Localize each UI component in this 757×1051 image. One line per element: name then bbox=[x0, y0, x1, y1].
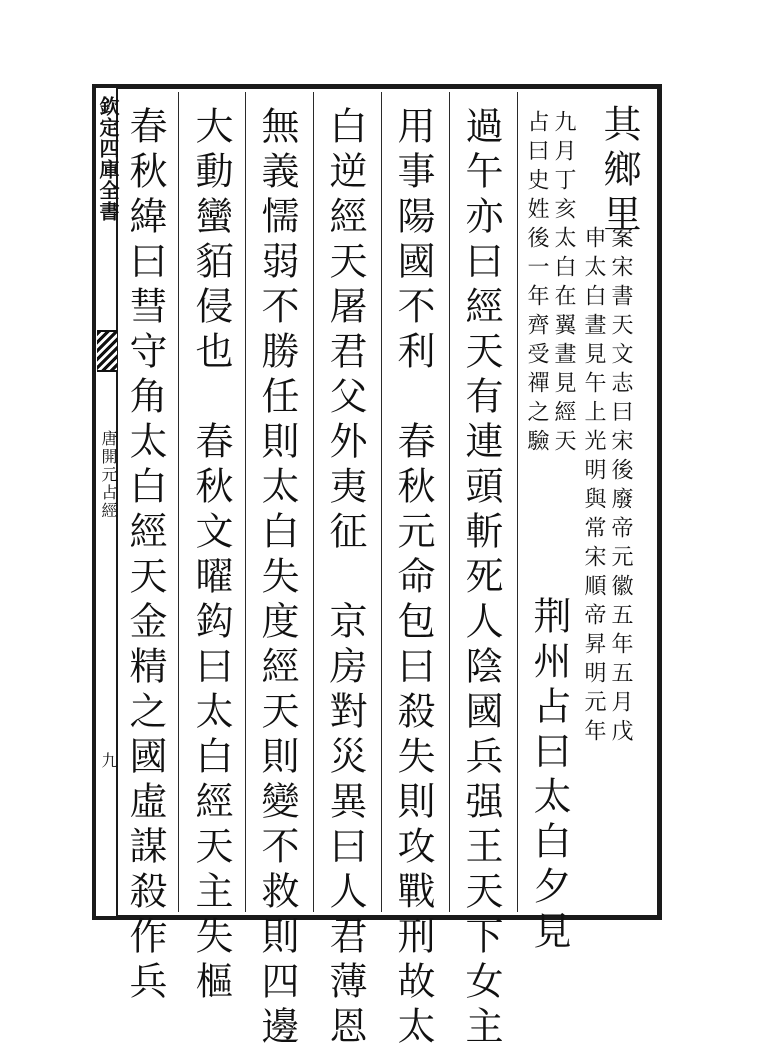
column-rule bbox=[245, 92, 246, 912]
fish-tail-mark bbox=[97, 330, 117, 372]
column-rule bbox=[313, 92, 314, 912]
column-rule bbox=[449, 92, 450, 912]
note-column: 九月丁亥太白在翼晝見經天 bbox=[551, 110, 576, 458]
text-column: 無義懦弱不勝任則太白失度經天則變不救則四邊 bbox=[255, 106, 299, 1051]
page-number: 九 bbox=[99, 752, 118, 770]
collection-title: 欽定四庫全書 bbox=[96, 96, 120, 222]
column-rule bbox=[178, 92, 179, 912]
note-column: 案宋書天文志曰宋後廢帝元徽五年五月戊 bbox=[608, 226, 633, 748]
note-column: 申太白晝見午上光明與常宋順帝昇明元年 bbox=[581, 226, 606, 748]
book-title: 唐開元占經 bbox=[99, 430, 118, 520]
text-column: 大動蠻貊侵也 春秋文曜鈎曰太白經天主失樞 bbox=[189, 106, 233, 1006]
column-rule bbox=[517, 92, 518, 912]
text-column: 春秋緯曰彗守角太白經天金精之國虛謀殺作兵 bbox=[123, 106, 167, 1006]
text-column: 白逆經天屠君父外夷征 京房對災異曰人君薄恩 bbox=[323, 106, 367, 1051]
heading-text: 其鄉里 bbox=[597, 104, 641, 239]
text-column: 用事陽國不利 春秋元命包曰殺失則攻戰刑故太 bbox=[391, 106, 435, 1051]
text-column: 荆州占曰太白夕見 bbox=[527, 596, 571, 956]
text-column: 過午亦曰經天有連頭斬死人陰國兵强王天下女主 bbox=[459, 106, 503, 1051]
column-rule bbox=[381, 92, 382, 912]
note-column: 占曰史姓後一年齊受禪之驗 bbox=[524, 110, 549, 458]
